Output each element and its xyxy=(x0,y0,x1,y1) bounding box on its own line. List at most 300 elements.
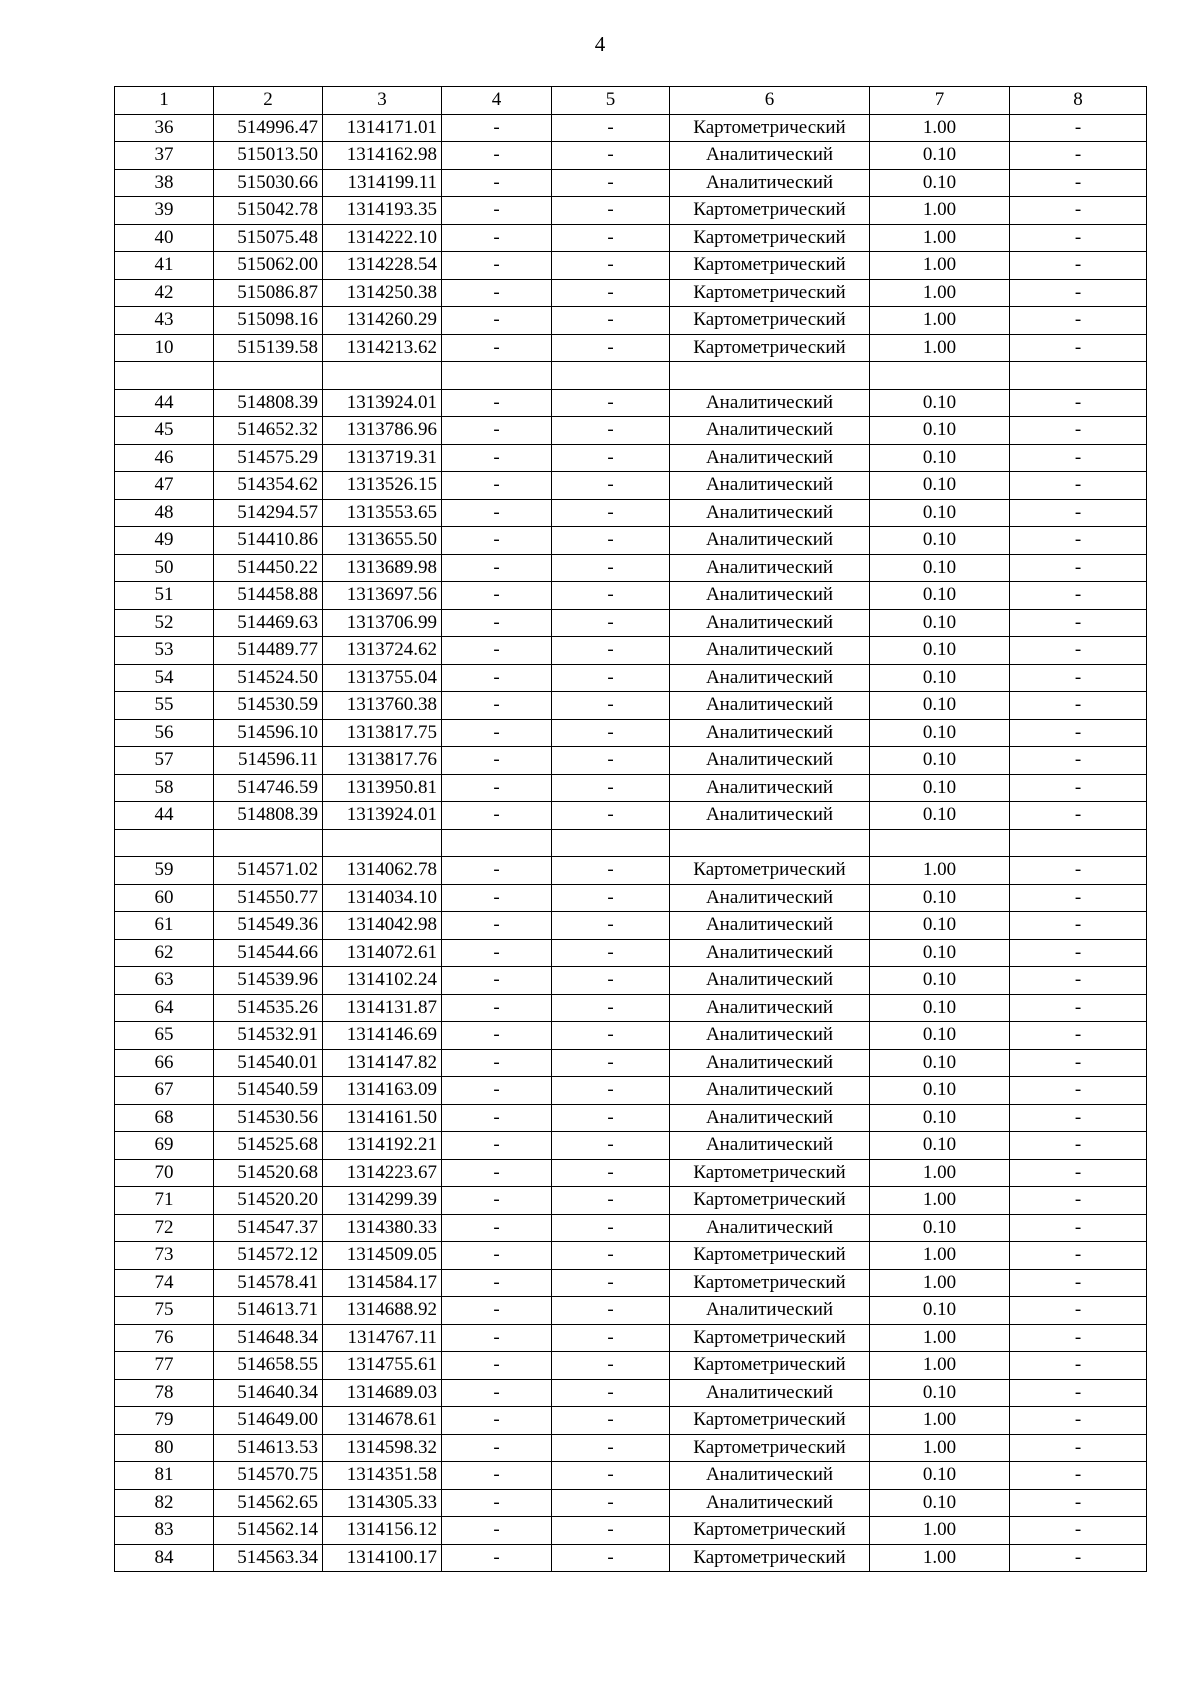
cell-coord-x: 514808.39 xyxy=(214,389,323,417)
cell-method: Аналитический xyxy=(670,1297,870,1325)
cell-method: Картометрический xyxy=(670,1187,870,1215)
cell-coord-y: 1314171.01 xyxy=(323,114,442,142)
cell-col-8-value: - xyxy=(1010,197,1147,225)
cell-col-8-value xyxy=(1010,362,1147,390)
cell-col-5-value: - xyxy=(552,1297,670,1325)
cell-method: Аналитический xyxy=(670,719,870,747)
cell-method: Картометрический xyxy=(670,197,870,225)
cell-coord-x xyxy=(214,829,323,857)
table-row xyxy=(115,967,1147,995)
cell-coord-x: 514596.11 xyxy=(214,747,323,775)
cell-coord-x: 514562.65 xyxy=(214,1489,323,1517)
table-row xyxy=(115,939,1147,967)
cell-method: Картометрический xyxy=(670,1242,870,1270)
cell-accuracy: 0.10 xyxy=(870,719,1010,747)
cell-coord-x: 514613.71 xyxy=(214,1297,323,1325)
cell-col-4-value: - xyxy=(442,582,552,610)
table-row xyxy=(115,1159,1147,1187)
table-row xyxy=(115,609,1147,637)
table-row xyxy=(115,499,1147,527)
cell-col-5-value: - xyxy=(552,1517,670,1545)
cell-accuracy: 0.10 xyxy=(870,1379,1010,1407)
cell-col-4-value: - xyxy=(442,1352,552,1380)
header-col-1: 1 xyxy=(115,87,214,115)
cell-col-8-value: - xyxy=(1010,1159,1147,1187)
table-row xyxy=(115,1352,1147,1380)
cell-accuracy: 1.00 xyxy=(870,1517,1010,1545)
cell-coord-y: 1314146.69 xyxy=(323,1022,442,1050)
table-row xyxy=(115,664,1147,692)
cell-method: Аналитический xyxy=(670,692,870,720)
cell-col-4-value: - xyxy=(442,939,552,967)
cell-accuracy: 0.10 xyxy=(870,802,1010,830)
cell-accuracy: 0.10 xyxy=(870,1297,1010,1325)
cell-col-4-value: - xyxy=(442,114,552,142)
cell-coord-y xyxy=(323,362,442,390)
cell-col-8-value: - xyxy=(1010,1269,1147,1297)
cell-col-4-value: - xyxy=(442,1077,552,1105)
cell-coord-x: 514652.32 xyxy=(214,417,323,445)
cell-point-number: 57 xyxy=(115,747,214,775)
cell-coord-y: 1314351.58 xyxy=(323,1462,442,1490)
cell-method: Аналитический xyxy=(670,1214,870,1242)
cell-accuracy: 0.10 xyxy=(870,637,1010,665)
cell-point-number: 69 xyxy=(115,1132,214,1160)
cell-coord-y: 1313786.96 xyxy=(323,417,442,445)
table-row xyxy=(115,197,1147,225)
cell-accuracy: 0.10 xyxy=(870,1104,1010,1132)
cell-point-number: 10 xyxy=(115,334,214,362)
cell-col-5-value: - xyxy=(552,334,670,362)
cell-col-8-value: - xyxy=(1010,664,1147,692)
header-col-2: 2 xyxy=(214,87,323,115)
cell-accuracy: 0.10 xyxy=(870,967,1010,995)
cell-point-number: 46 xyxy=(115,444,214,472)
table-row xyxy=(115,802,1147,830)
cell-col-8-value: - xyxy=(1010,389,1147,417)
cell-col-5-value: - xyxy=(552,114,670,142)
cell-col-5-value: - xyxy=(552,1379,670,1407)
cell-method: Аналитический xyxy=(670,637,870,665)
cell-point-number: 75 xyxy=(115,1297,214,1325)
cell-col-4-value: - xyxy=(442,472,552,500)
cell-col-8-value: - xyxy=(1010,1187,1147,1215)
cell-col-5-value: - xyxy=(552,499,670,527)
cell-col-8-value: - xyxy=(1010,1517,1147,1545)
cell-coord-y: 1314509.05 xyxy=(323,1242,442,1270)
cell-col-4-value: - xyxy=(442,1379,552,1407)
cell-col-5-value: - xyxy=(552,884,670,912)
cell-col-8-value: - xyxy=(1010,692,1147,720)
cell-coord-x: 515062.00 xyxy=(214,252,323,280)
cell-point-number: 50 xyxy=(115,554,214,582)
cell-coord-y: 1313706.99 xyxy=(323,609,442,637)
cell-col-4-value: - xyxy=(442,857,552,885)
cell-point-number: 51 xyxy=(115,582,214,610)
cell-col-5-value: - xyxy=(552,1489,670,1517)
cell-col-5-value: - xyxy=(552,912,670,940)
cell-accuracy: 0.10 xyxy=(870,499,1010,527)
cell-point-number: 37 xyxy=(115,142,214,170)
cell-col-4-value: - xyxy=(442,609,552,637)
cell-col-8-value: - xyxy=(1010,279,1147,307)
cell-col-8-value: - xyxy=(1010,1022,1147,1050)
cell-method: Аналитический xyxy=(670,1462,870,1490)
cell-col-4-value: - xyxy=(442,967,552,995)
cell-coord-y: 1313817.75 xyxy=(323,719,442,747)
cell-col-4-value: - xyxy=(442,719,552,747)
cell-method: Аналитический xyxy=(670,1077,870,1105)
cell-coord-x: 515075.48 xyxy=(214,224,323,252)
cell-col-8-value: - xyxy=(1010,1462,1147,1490)
cell-coord-x: 514469.63 xyxy=(214,609,323,637)
cell-col-5-value xyxy=(552,829,670,857)
cell-method: Картометрический xyxy=(670,334,870,362)
cell-coord-y: 1314131.87 xyxy=(323,994,442,1022)
cell-col-8-value: - xyxy=(1010,472,1147,500)
cell-point-number: 62 xyxy=(115,939,214,967)
cell-method: Аналитический xyxy=(670,142,870,170)
cell-method: Аналитический xyxy=(670,994,870,1022)
cell-coord-x: 514458.88 xyxy=(214,582,323,610)
cell-accuracy: 0.10 xyxy=(870,1022,1010,1050)
cell-col-4-value: - xyxy=(442,802,552,830)
cell-coord-x: 514530.56 xyxy=(214,1104,323,1132)
cell-accuracy: 1.00 xyxy=(870,224,1010,252)
cell-col-4-value: - xyxy=(442,1462,552,1490)
cell-coord-x: 514532.91 xyxy=(214,1022,323,1050)
cell-method: Картометрический xyxy=(670,857,870,885)
cell-col-5-value: - xyxy=(552,252,670,280)
header-col-3: 3 xyxy=(323,87,442,115)
cell-coord-x: 514489.77 xyxy=(214,637,323,665)
cell-col-4-value: - xyxy=(442,224,552,252)
cell-col-4-value: - xyxy=(442,197,552,225)
cell-col-8-value: - xyxy=(1010,1077,1147,1105)
cell-accuracy: 1.00 xyxy=(870,252,1010,280)
table-row xyxy=(115,444,1147,472)
cell-accuracy: 0.10 xyxy=(870,774,1010,802)
cell-col-5-value: - xyxy=(552,664,670,692)
cell-col-5-value: - xyxy=(552,169,670,197)
cell-col-5-value: - xyxy=(552,554,670,582)
cell-col-4-value: - xyxy=(442,774,552,802)
cell-method xyxy=(670,362,870,390)
cell-point-number: 44 xyxy=(115,389,214,417)
cell-col-5-value: - xyxy=(552,279,670,307)
table-row xyxy=(115,857,1147,885)
cell-col-5-value: - xyxy=(552,692,670,720)
cell-method: Аналитический xyxy=(670,967,870,995)
cell-method: Картометрический xyxy=(670,114,870,142)
cell-coord-x: 514613.53 xyxy=(214,1434,323,1462)
cell-coord-x: 514520.20 xyxy=(214,1187,323,1215)
cell-col-8-value: - xyxy=(1010,939,1147,967)
cell-col-8-value: - xyxy=(1010,1214,1147,1242)
table-row xyxy=(115,747,1147,775)
cell-method: Аналитический xyxy=(670,527,870,555)
cell-point-number: 83 xyxy=(115,1517,214,1545)
cell-point-number: 70 xyxy=(115,1159,214,1187)
header-col-4: 4 xyxy=(442,87,552,115)
cell-col-8-value: - xyxy=(1010,747,1147,775)
cell-coord-y: 1313689.98 xyxy=(323,554,442,582)
cell-col-8-value: - xyxy=(1010,1407,1147,1435)
cell-col-8-value: - xyxy=(1010,774,1147,802)
table-row xyxy=(115,829,1147,857)
cell-method: Аналитический xyxy=(670,169,870,197)
cell-col-5-value: - xyxy=(552,994,670,1022)
cell-point-number: 36 xyxy=(115,114,214,142)
cell-col-5-value: - xyxy=(552,857,670,885)
cell-col-5-value: - xyxy=(552,1242,670,1270)
cell-coord-x: 515042.78 xyxy=(214,197,323,225)
cell-col-4-value: - xyxy=(442,747,552,775)
table-row xyxy=(115,334,1147,362)
cell-accuracy: 1.00 xyxy=(870,1324,1010,1352)
cell-accuracy: 0.10 xyxy=(870,444,1010,472)
cell-col-8-value: - xyxy=(1010,307,1147,335)
cell-method: Картометрический xyxy=(670,1159,870,1187)
cell-method: Картометрический xyxy=(670,1434,870,1462)
cell-col-8-value: - xyxy=(1010,719,1147,747)
cell-method: Аналитический xyxy=(670,554,870,582)
cell-method: Аналитический xyxy=(670,417,870,445)
cell-col-8-value: - xyxy=(1010,1379,1147,1407)
cell-col-5-value: - xyxy=(552,1104,670,1132)
table-row xyxy=(115,994,1147,1022)
cell-method: Аналитический xyxy=(670,912,870,940)
cell-col-5-value: - xyxy=(552,417,670,445)
cell-col-4-value: - xyxy=(442,1187,552,1215)
cell-col-4-value: - xyxy=(442,1544,552,1572)
table-row xyxy=(115,527,1147,555)
cell-method: Картометрический xyxy=(670,1324,870,1352)
cell-point-number: 56 xyxy=(115,719,214,747)
cell-coord-x: 514530.59 xyxy=(214,692,323,720)
cell-method: Аналитический xyxy=(670,1049,870,1077)
cell-coord-x: 514540.59 xyxy=(214,1077,323,1105)
cell-col-4-value: - xyxy=(442,1324,552,1352)
cell-col-8-value: - xyxy=(1010,527,1147,555)
cell-col-8-value: - xyxy=(1010,912,1147,940)
cell-col-5-value: - xyxy=(552,1352,670,1380)
cell-col-8-value: - xyxy=(1010,499,1147,527)
cell-accuracy: 0.10 xyxy=(870,554,1010,582)
cell-col-4-value: - xyxy=(442,1434,552,1462)
cell-method: Аналитический xyxy=(670,774,870,802)
cell-coord-y: 1314161.50 xyxy=(323,1104,442,1132)
table-row xyxy=(115,307,1147,335)
cell-point-number: 53 xyxy=(115,637,214,665)
table-row xyxy=(115,1407,1147,1435)
cell-coord-y: 1313924.01 xyxy=(323,389,442,417)
table-body xyxy=(115,114,1147,1572)
cell-coord-x: 514525.68 xyxy=(214,1132,323,1160)
cell-col-8-value: - xyxy=(1010,1434,1147,1462)
table-row xyxy=(115,1489,1147,1517)
table-row xyxy=(115,389,1147,417)
cell-accuracy: 0.10 xyxy=(870,692,1010,720)
cell-point-number: 66 xyxy=(115,1049,214,1077)
cell-coord-x: 514547.37 xyxy=(214,1214,323,1242)
cell-accuracy: 0.10 xyxy=(870,1462,1010,1490)
cell-col-5-value: - xyxy=(552,1187,670,1215)
cell-col-4-value: - xyxy=(442,1407,552,1435)
cell-point-number: 71 xyxy=(115,1187,214,1215)
cell-coord-y xyxy=(323,829,442,857)
cell-point-number: 49 xyxy=(115,527,214,555)
cell-accuracy: 1.00 xyxy=(870,1187,1010,1215)
cell-coord-y: 1313526.15 xyxy=(323,472,442,500)
cell-col-8-value: - xyxy=(1010,1132,1147,1160)
cell-col-4-value: - xyxy=(442,1269,552,1297)
cell-accuracy: 0.10 xyxy=(870,417,1010,445)
cell-coord-y: 1313760.38 xyxy=(323,692,442,720)
cell-point-number: 55 xyxy=(115,692,214,720)
cell-coord-x: 515139.58 xyxy=(214,334,323,362)
table-row xyxy=(115,1187,1147,1215)
cell-point-number: 76 xyxy=(115,1324,214,1352)
cell-coord-x xyxy=(214,362,323,390)
cell-col-5-value: - xyxy=(552,1159,670,1187)
table-row xyxy=(115,637,1147,665)
cell-col-4-value: - xyxy=(442,1049,552,1077)
cell-accuracy: 0.10 xyxy=(870,994,1010,1022)
cell-coord-x: 514549.36 xyxy=(214,912,323,940)
cell-accuracy: 1.00 xyxy=(870,1352,1010,1380)
cell-col-5-value: - xyxy=(552,142,670,170)
cell-coord-y: 1314192.21 xyxy=(323,1132,442,1160)
table-row xyxy=(115,1462,1147,1490)
cell-accuracy: 0.10 xyxy=(870,472,1010,500)
table-row xyxy=(115,719,1147,747)
cell-col-8-value: - xyxy=(1010,417,1147,445)
cell-col-5-value: - xyxy=(552,1022,670,1050)
cell-accuracy: 0.10 xyxy=(870,142,1010,170)
cell-col-4-value: - xyxy=(442,527,552,555)
cell-point-number: 82 xyxy=(115,1489,214,1517)
cell-point-number: 72 xyxy=(115,1214,214,1242)
cell-coord-y: 1313655.50 xyxy=(323,527,442,555)
cell-col-4-value: - xyxy=(442,637,552,665)
cell-point-number: 81 xyxy=(115,1462,214,1490)
cell-point-number: 60 xyxy=(115,884,214,912)
cell-coord-y: 1314299.39 xyxy=(323,1187,442,1215)
cell-col-4-value: - xyxy=(442,279,552,307)
cell-col-5-value: - xyxy=(552,1462,670,1490)
cell-coord-x: 514648.34 xyxy=(214,1324,323,1352)
cell-method: Аналитический xyxy=(670,939,870,967)
cell-col-5-value: - xyxy=(552,307,670,335)
table-row xyxy=(115,1049,1147,1077)
cell-col-4-value: - xyxy=(442,389,552,417)
cell-accuracy: 0.10 xyxy=(870,939,1010,967)
cell-coord-y: 1314193.35 xyxy=(323,197,442,225)
cell-col-4-value xyxy=(442,829,552,857)
cell-col-8-value: - xyxy=(1010,802,1147,830)
cell-accuracy: 1.00 xyxy=(870,1242,1010,1270)
cell-col-5-value: - xyxy=(552,1544,670,1572)
cell-point-number xyxy=(115,362,214,390)
cell-col-5-value: - xyxy=(552,609,670,637)
cell-coord-y: 1313950.81 xyxy=(323,774,442,802)
table-row xyxy=(115,912,1147,940)
cell-col-4-value: - xyxy=(442,664,552,692)
table-row xyxy=(115,472,1147,500)
cell-accuracy: 1.00 xyxy=(870,1407,1010,1435)
table-row xyxy=(115,1544,1147,1572)
cell-accuracy: 1.00 xyxy=(870,307,1010,335)
table-row xyxy=(115,114,1147,142)
cell-coord-y: 1314223.67 xyxy=(323,1159,442,1187)
cell-col-8-value: - xyxy=(1010,582,1147,610)
cell-coord-x: 515030.66 xyxy=(214,169,323,197)
cell-coord-x: 515013.50 xyxy=(214,142,323,170)
cell-accuracy: 0.10 xyxy=(870,389,1010,417)
cell-coord-x: 514520.68 xyxy=(214,1159,323,1187)
cell-method: Картометрический xyxy=(670,1407,870,1435)
cell-coord-y: 1314678.61 xyxy=(323,1407,442,1435)
cell-method: Аналитический xyxy=(670,884,870,912)
cell-col-8-value: - xyxy=(1010,142,1147,170)
cell-col-4-value: - xyxy=(442,252,552,280)
cell-coord-x: 514570.75 xyxy=(214,1462,323,1490)
cell-coord-x: 514746.59 xyxy=(214,774,323,802)
cell-col-8-value xyxy=(1010,829,1147,857)
cell-point-number: 47 xyxy=(115,472,214,500)
cell-accuracy xyxy=(870,829,1010,857)
cell-coord-x: 514596.10 xyxy=(214,719,323,747)
cell-col-8-value: - xyxy=(1010,1324,1147,1352)
cell-col-5-value: - xyxy=(552,1049,670,1077)
cell-coord-y: 1314062.78 xyxy=(323,857,442,885)
cell-coord-x: 514563.34 xyxy=(214,1544,323,1572)
cell-col-4-value: - xyxy=(442,1517,552,1545)
cell-accuracy: 0.10 xyxy=(870,169,1010,197)
cell-coord-y: 1314100.17 xyxy=(323,1544,442,1572)
cell-coord-x: 514294.57 xyxy=(214,499,323,527)
header-col-8: 8 xyxy=(1010,87,1147,115)
cell-col-5-value: - xyxy=(552,1269,670,1297)
cell-col-5-value: - xyxy=(552,1324,670,1352)
cell-accuracy: 0.10 xyxy=(870,1489,1010,1517)
cell-method: Аналитический xyxy=(670,664,870,692)
cell-point-number: 79 xyxy=(115,1407,214,1435)
table-row xyxy=(115,1214,1147,1242)
cell-method: Аналитический xyxy=(670,1132,870,1160)
cell-accuracy: 0.10 xyxy=(870,582,1010,610)
table-row xyxy=(115,692,1147,720)
cell-col-4-value xyxy=(442,362,552,390)
cell-accuracy: 0.10 xyxy=(870,912,1010,940)
cell-point-number: 39 xyxy=(115,197,214,225)
cell-method: Картометрический xyxy=(670,1544,870,1572)
cell-col-8-value: - xyxy=(1010,1049,1147,1077)
cell-col-4-value: - xyxy=(442,1022,552,1050)
header-col-5: 5 xyxy=(552,87,670,115)
cell-col-5-value: - xyxy=(552,527,670,555)
cell-col-8-value: - xyxy=(1010,1544,1147,1572)
cell-coord-y: 1314147.82 xyxy=(323,1049,442,1077)
cell-col-5-value: - xyxy=(552,1214,670,1242)
cell-method: Картометрический xyxy=(670,279,870,307)
cell-point-number: 44 xyxy=(115,802,214,830)
cell-col-5-value: - xyxy=(552,637,670,665)
cell-accuracy: 1.00 xyxy=(870,1434,1010,1462)
cell-col-8-value: - xyxy=(1010,637,1147,665)
cell-method: Аналитический xyxy=(670,802,870,830)
